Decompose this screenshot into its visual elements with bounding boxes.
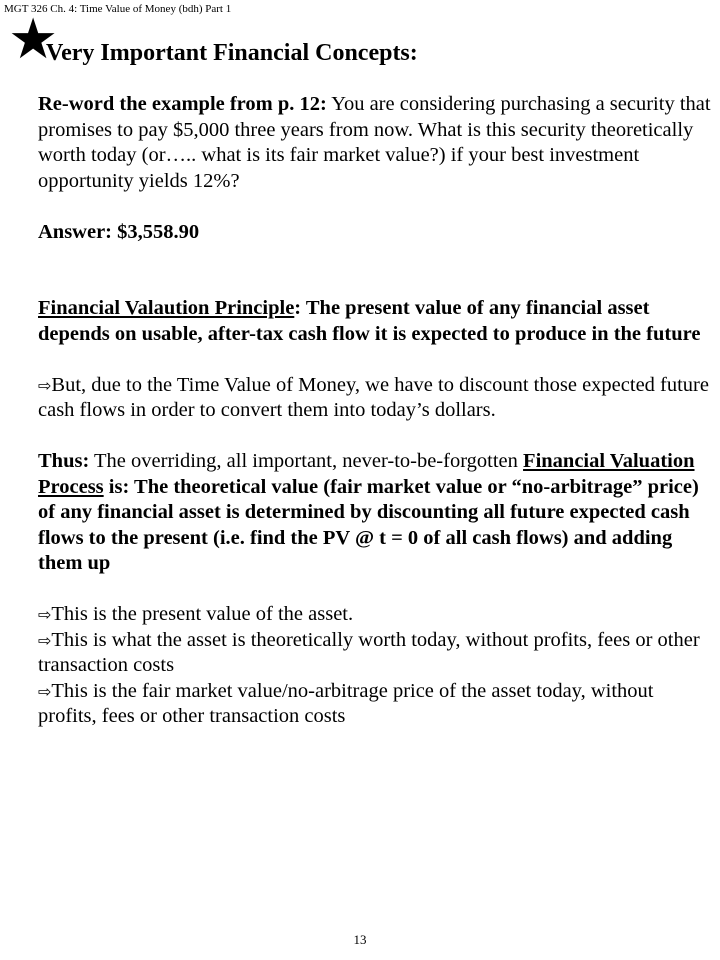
arrow-right-icon: ⇨ <box>38 681 52 701</box>
list-item <box>38 628 712 679</box>
page-title: Very Important Financial Concepts: <box>46 40 418 66</box>
list-item <box>38 602 712 628</box>
bullet-text: This is what the asset is theoretically worth today, without profits, fees or other transaction costs <box>38 628 700 676</box>
arrow-right-icon: ⇨ <box>38 605 52 624</box>
thus-paragraph <box>38 449 712 577</box>
arrow-right-icon: ⇨ <box>38 630 52 650</box>
arrow-right-icon: ⇨ <box>38 375 52 395</box>
page-number: 13 <box>353 932 367 947</box>
example-paragraph <box>38 92 712 194</box>
list-item <box>38 679 712 730</box>
process-label: Financial Valuation Process <box>38 450 695 498</box>
process-text: is: The theoretical value (fair market value or “no-arbitrage” price) of any financial asset is determined by discounting all future expected cash flows to the present (i.e. find the PV @ t = 0 of all cash flows) and adding them up <box>38 475 699 574</box>
thus-intro: The overriding, all important, never-to-be-forgotten <box>89 450 524 472</box>
star-icon: ★ <box>8 9 59 71</box>
example-text: You are considering purchasing a security that promises to pay $5,000 three years from now. What is this security theoretically worth today (or….. what is its fair market value?) if your best investment opportunity yields 12%? <box>38 93 711 192</box>
bullet-text: This is the present value of the asset. <box>51 603 354 625</box>
document-body <box>38 92 712 730</box>
answer-label: Answer: <box>38 220 113 243</box>
principle-label: Financial Valaution Principle <box>38 297 295 319</box>
answer-value: $3,558.90 <box>112 220 200 243</box>
page-header: MGT 326 Ch. 4: Time Value of Money (bdh) Part 1 <box>4 3 232 15</box>
bullet-text: This is the fair market value/no-arbitrage price of the asset today, without profits, fees or other transaction costs <box>38 679 654 727</box>
thus-label: Thus: <box>38 450 90 472</box>
principle-paragraph <box>38 296 712 347</box>
tvm-note-text: But, due to the Time Value of Money, we have to discount those expected future cash flows in order to convert them into today’s dollars. <box>38 373 709 421</box>
tvm-note <box>38 373 712 424</box>
answer-paragraph <box>38 220 712 246</box>
example-label: Re-word the example from p. 12: <box>38 93 327 115</box>
principle-text: : The present value of any financial asset depends on usable, after-tax cash flow it is expected to produce in the future <box>38 297 701 345</box>
